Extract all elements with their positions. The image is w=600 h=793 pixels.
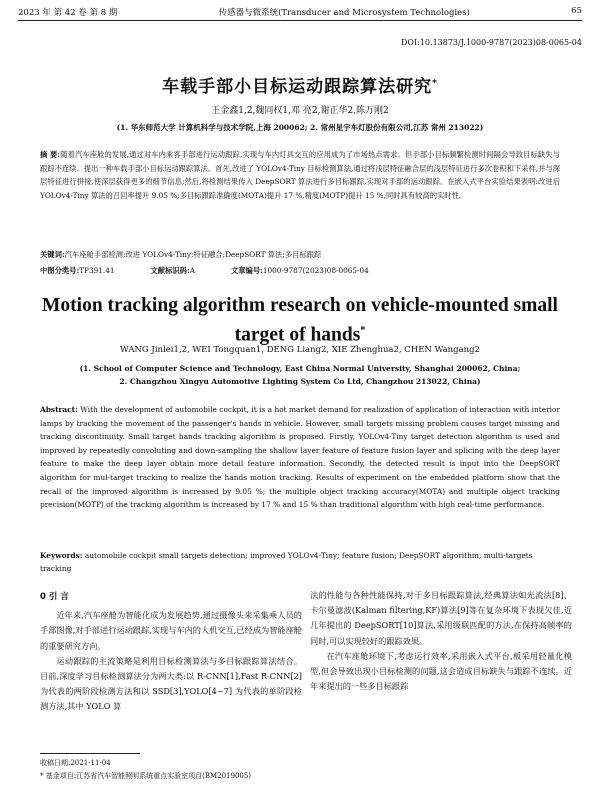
zh-abstract-text: 随着汽车座舱的发展,通过对车内乘客手部进行运动跟踪,实现与车内灯具交互的应用成为了市场热点需求。但手部小目标频繁检测时间隔会导致目标缺失与跟踪不连续。提出一种车载手部小目标运动跟踪算法。首先,改进了 YOLOv4-Tiny 目标检测算法,通过将浅层特征融合层的浅层特征进行多次卷积和下采样,并与深层特征进行拼接,使深层获得更多的细节信息;然后,将检测结果传入 DeepSORT 算法进行多目标跟踪,实现对手部的运动跟踪。在嵌入式平台实验结果表明:改进后 YOLOv4-Tiny 算法的召回率提升 9.05 %;多目标跟踪准确度(MOTA)提升 17 %,精度(MOTP)提升 15 %,同时具有较高的实时性。	[40, 150, 560, 200]
en-affiliation-1: (1. School of Computer Science and Technology, East China Normal University, Shanghai 200062, China;	[79, 364, 521, 373]
footnote-rule	[40, 753, 140, 754]
zh-title	[0, 72, 600, 97]
received-date: 收稿日期:2021-11-04	[40, 759, 111, 767]
en-abstract	[40, 403, 560, 512]
body-left-column	[40, 590, 302, 715]
en-keywords	[40, 549, 560, 576]
en-affiliation	[40, 362, 560, 388]
body-paragraph: 法的性能与各种性能保持,对于多目标跟踪算法,经典算法如光流法[8]、卡尔曼滤波(Kalman filtering,KF)算法[9]等在复杂环境下表现欠佳,近几年提出的 DeepSORT[10]算法,采用级联匹配的方法,在保持高帧率的同时,可以实现较好的跟踪效果。	[310, 590, 572, 646]
zh-abstract-label: 摘 要:	[40, 150, 61, 159]
doi: DOI:10.13873/J.1000-9787(2023)08-0065-04	[401, 38, 582, 47]
en-affiliation-2: 2. Changzhou Xingyu Automotive Lighting System Co Ltd, Changzhou 213022, China)	[119, 377, 481, 386]
en-title	[20, 293, 580, 348]
zh-abstract	[40, 148, 560, 202]
header-rule	[18, 20, 582, 21]
zh-keywords-label: 关键词:	[40, 250, 65, 259]
zh-affiliation: (1. 华东师范大学 计算机科学与技术学院,上海 200062; 2. 常州星宇车灯股份有限公司,江苏 常州 213022)	[116, 123, 484, 132]
en-title-mark: *	[360, 325, 366, 336]
zh-title-text: 车载手部小目标运动跟踪算法研究	[162, 77, 433, 97]
en-title-text: Motion tracking algorithm research on vehicle-mounted small target of hands	[42, 295, 558, 346]
section-heading: 0 引 言	[40, 592, 69, 602]
zh-keywords-text: 汽车座舱手部检测;改进 YOLOv4-Tiny;特征融合;DeepSORT 算法;多目标跟踪	[64, 250, 322, 259]
zh-title-mark: *	[432, 78, 438, 89]
zh-keywords	[40, 248, 560, 261]
body-paragraph: 在汽车座舱环境下,考虑运行效率,采用嵌入式平台,板采用轻量化模型,但会导致出现小目标检测的问题,这会造成目标缺失与跟踪不连续。近年来提出的一些多目标跟踪	[310, 650, 572, 692]
body-right-column	[310, 588, 572, 694]
running-header	[18, 6, 582, 20]
body-paragraph: 近年来,汽车座舱为智能化成为发展趋势,通过摄像头来采集乘人员的手部图像,对手部进行运动跟踪,实现与车内的人机交互,已经成为智能座舱的重要研究方向。	[40, 610, 302, 651]
article-number: 文章编号:1000-9787(2023)08-0065-04	[230, 266, 369, 275]
en-keywords-label: Keywords:	[40, 551, 83, 560]
en-keywords-text: automobile cockpit small targets detection; improved YOLOv4-Tiny; feature fusion; DeepSORT algorithm; multi-targets tracking	[40, 551, 533, 574]
doc-code: 文献标识码:A	[150, 266, 195, 275]
en-authors: WANG Jinlei1,2, WEI Tongquan1, DENG Liang2, XIE Zhenghua2, CHEN Wangang2	[120, 345, 480, 355]
page-number: 65	[571, 6, 582, 16]
en-abstract-label: Abstract:	[40, 405, 78, 414]
en-abstract-text: With the development of automobile cockpit, it is a hot market demand for realization of application of interaction with interior lamps by tracking the movement of the passenger's hands in vehicle. However, small targets missing problem causes target missing and tracking discontinuity. Small target hands tracking algorithm is proposed. Firstly, YOLOv4-Tiny target detection algorithm is used and improved by repeatedly convoluting and down-sampling the shallow layer feature of feature fusion layer and splicing with the deep layer feature to make the deep layer obtain more detail feature information. Secondly, the detected result is input into the DeepSORT algorithm for mul-target tracking to realize the hands motion tracking. Results of experiment on the embedded platform show that the recall of the improved algorithm is increased by 9.05 %; the multiple object tracking accuracy(MOTA) and multiple object tracking precision(MOTP) of the tracking algorithm is increased by 17 % and 15 % than traditional algorithm with high real-time performance.	[40, 405, 561, 510]
zh-authors: 王金鑫1,2,魏同权1,邓 亮2,谢正华2,陈万刚2	[211, 106, 389, 116]
fund-note: * 基金项目:江苏省汽车智能照明系统重点实验室项目(BM2019005)	[40, 771, 252, 780]
clc-number: 中图分类号:TP391.41	[40, 266, 115, 275]
journal-name: 传感器与微系统(Transducer and Microsystem Technologies)	[218, 8, 470, 18]
body-paragraph: 运动跟踪的主流策略是利用目标检测算法与多目标跟踪算法结合。目前,深度学习目标检测算法分为两大类:以 R-CNN[1],Fast R-CNN[2]为代表的两阶段检测方法和以 SSD[3],YOLO[4~7] 为代表的单阶段检测方法,其中 YOLO 算	[40, 655, 302, 712]
zh-classification	[40, 266, 560, 276]
journal-issue: 2023 年 第 42 卷 第 8 期	[18, 8, 118, 18]
footnote	[40, 757, 560, 782]
